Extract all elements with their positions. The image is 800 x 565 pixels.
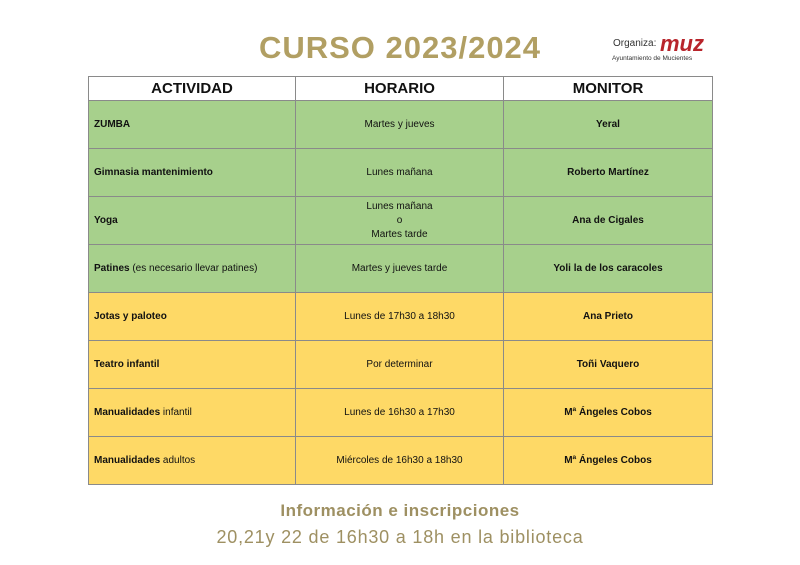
monitor-cell: Mª Ángeles Cobos	[504, 389, 713, 437]
activity-note: adultos	[160, 455, 196, 466]
info-details: 20,21y 22 de 16h30 a 18h en la biblioteca	[216, 527, 584, 547]
page-title: CURSO 2023/2024	[258, 30, 542, 65]
header-schedule: HORARIO	[296, 77, 504, 101]
activity-name: Manualidades	[94, 407, 161, 418]
activity-name: Gimnasia mantenimiento	[94, 167, 213, 178]
activity-cell	[89, 101, 296, 149]
table-row	[89, 293, 713, 341]
monitor-cell: Yeral	[504, 101, 713, 149]
activities-table	[88, 76, 713, 485]
table-row	[89, 389, 713, 437]
logo-subtitle: Ayuntamiento de Mucientes	[612, 55, 693, 62]
table-row	[89, 245, 713, 293]
activity-note: (es necesario llevar patines)	[129, 263, 258, 274]
table-row	[89, 149, 713, 197]
schedule-cell: Por determinar	[296, 341, 504, 389]
schedule-cell: Miércoles de 16h30 a 18h30	[296, 437, 504, 485]
activity-cell	[89, 149, 296, 197]
monitor-cell: Roberto Martínez	[504, 149, 713, 197]
table-row	[89, 197, 713, 245]
activity-name: Jotas y paloteo	[94, 311, 167, 322]
monitor-cell: Ana Prieto	[504, 293, 713, 341]
header-monitor: MONITOR	[504, 77, 713, 101]
activity-name: ZUMBA	[94, 119, 131, 130]
activity-note: infantil	[160, 407, 192, 418]
monitor-cell: Ana de Cigales	[504, 197, 713, 245]
activity-name: Manualidades	[94, 455, 161, 466]
monitor-cell: Mª Ángeles Cobos	[504, 437, 713, 485]
activity-cell	[89, 341, 296, 389]
table-row	[89, 437, 713, 485]
activity-cell	[89, 245, 296, 293]
muz-logo: muz	[660, 31, 704, 56]
monitor-cell: Yoli la de los caracoles	[504, 245, 713, 293]
table-row	[89, 101, 713, 149]
monitor-cell: Toñi Vaquero	[504, 341, 713, 389]
schedule-cell: Martes y jueves	[296, 101, 504, 149]
header-activity: ACTIVIDAD	[89, 77, 296, 101]
activity-cell	[89, 389, 296, 437]
schedule-cell: Lunes de 16h30 a 17h30	[296, 389, 504, 437]
activity-name: Teatro infantil	[94, 359, 160, 370]
schedule-cell: Lunes mañana o Martes tarde	[296, 197, 504, 245]
info-heading: Información e inscripciones	[280, 501, 520, 520]
organizer-label: Organiza:	[613, 38, 657, 49]
schedule-cell: Martes y jueves tarde	[296, 245, 504, 293]
table-header-row	[89, 77, 713, 101]
schedule-cell: Lunes de 17h30 a 18h30	[296, 293, 504, 341]
activity-cell	[89, 197, 296, 245]
table-row	[89, 341, 713, 389]
activity-name: Patines	[94, 263, 130, 274]
schedule-cell: Lunes mañana	[296, 149, 504, 197]
activity-cell	[89, 437, 296, 485]
activity-name: Yoga	[94, 215, 118, 226]
activity-cell	[89, 293, 296, 341]
